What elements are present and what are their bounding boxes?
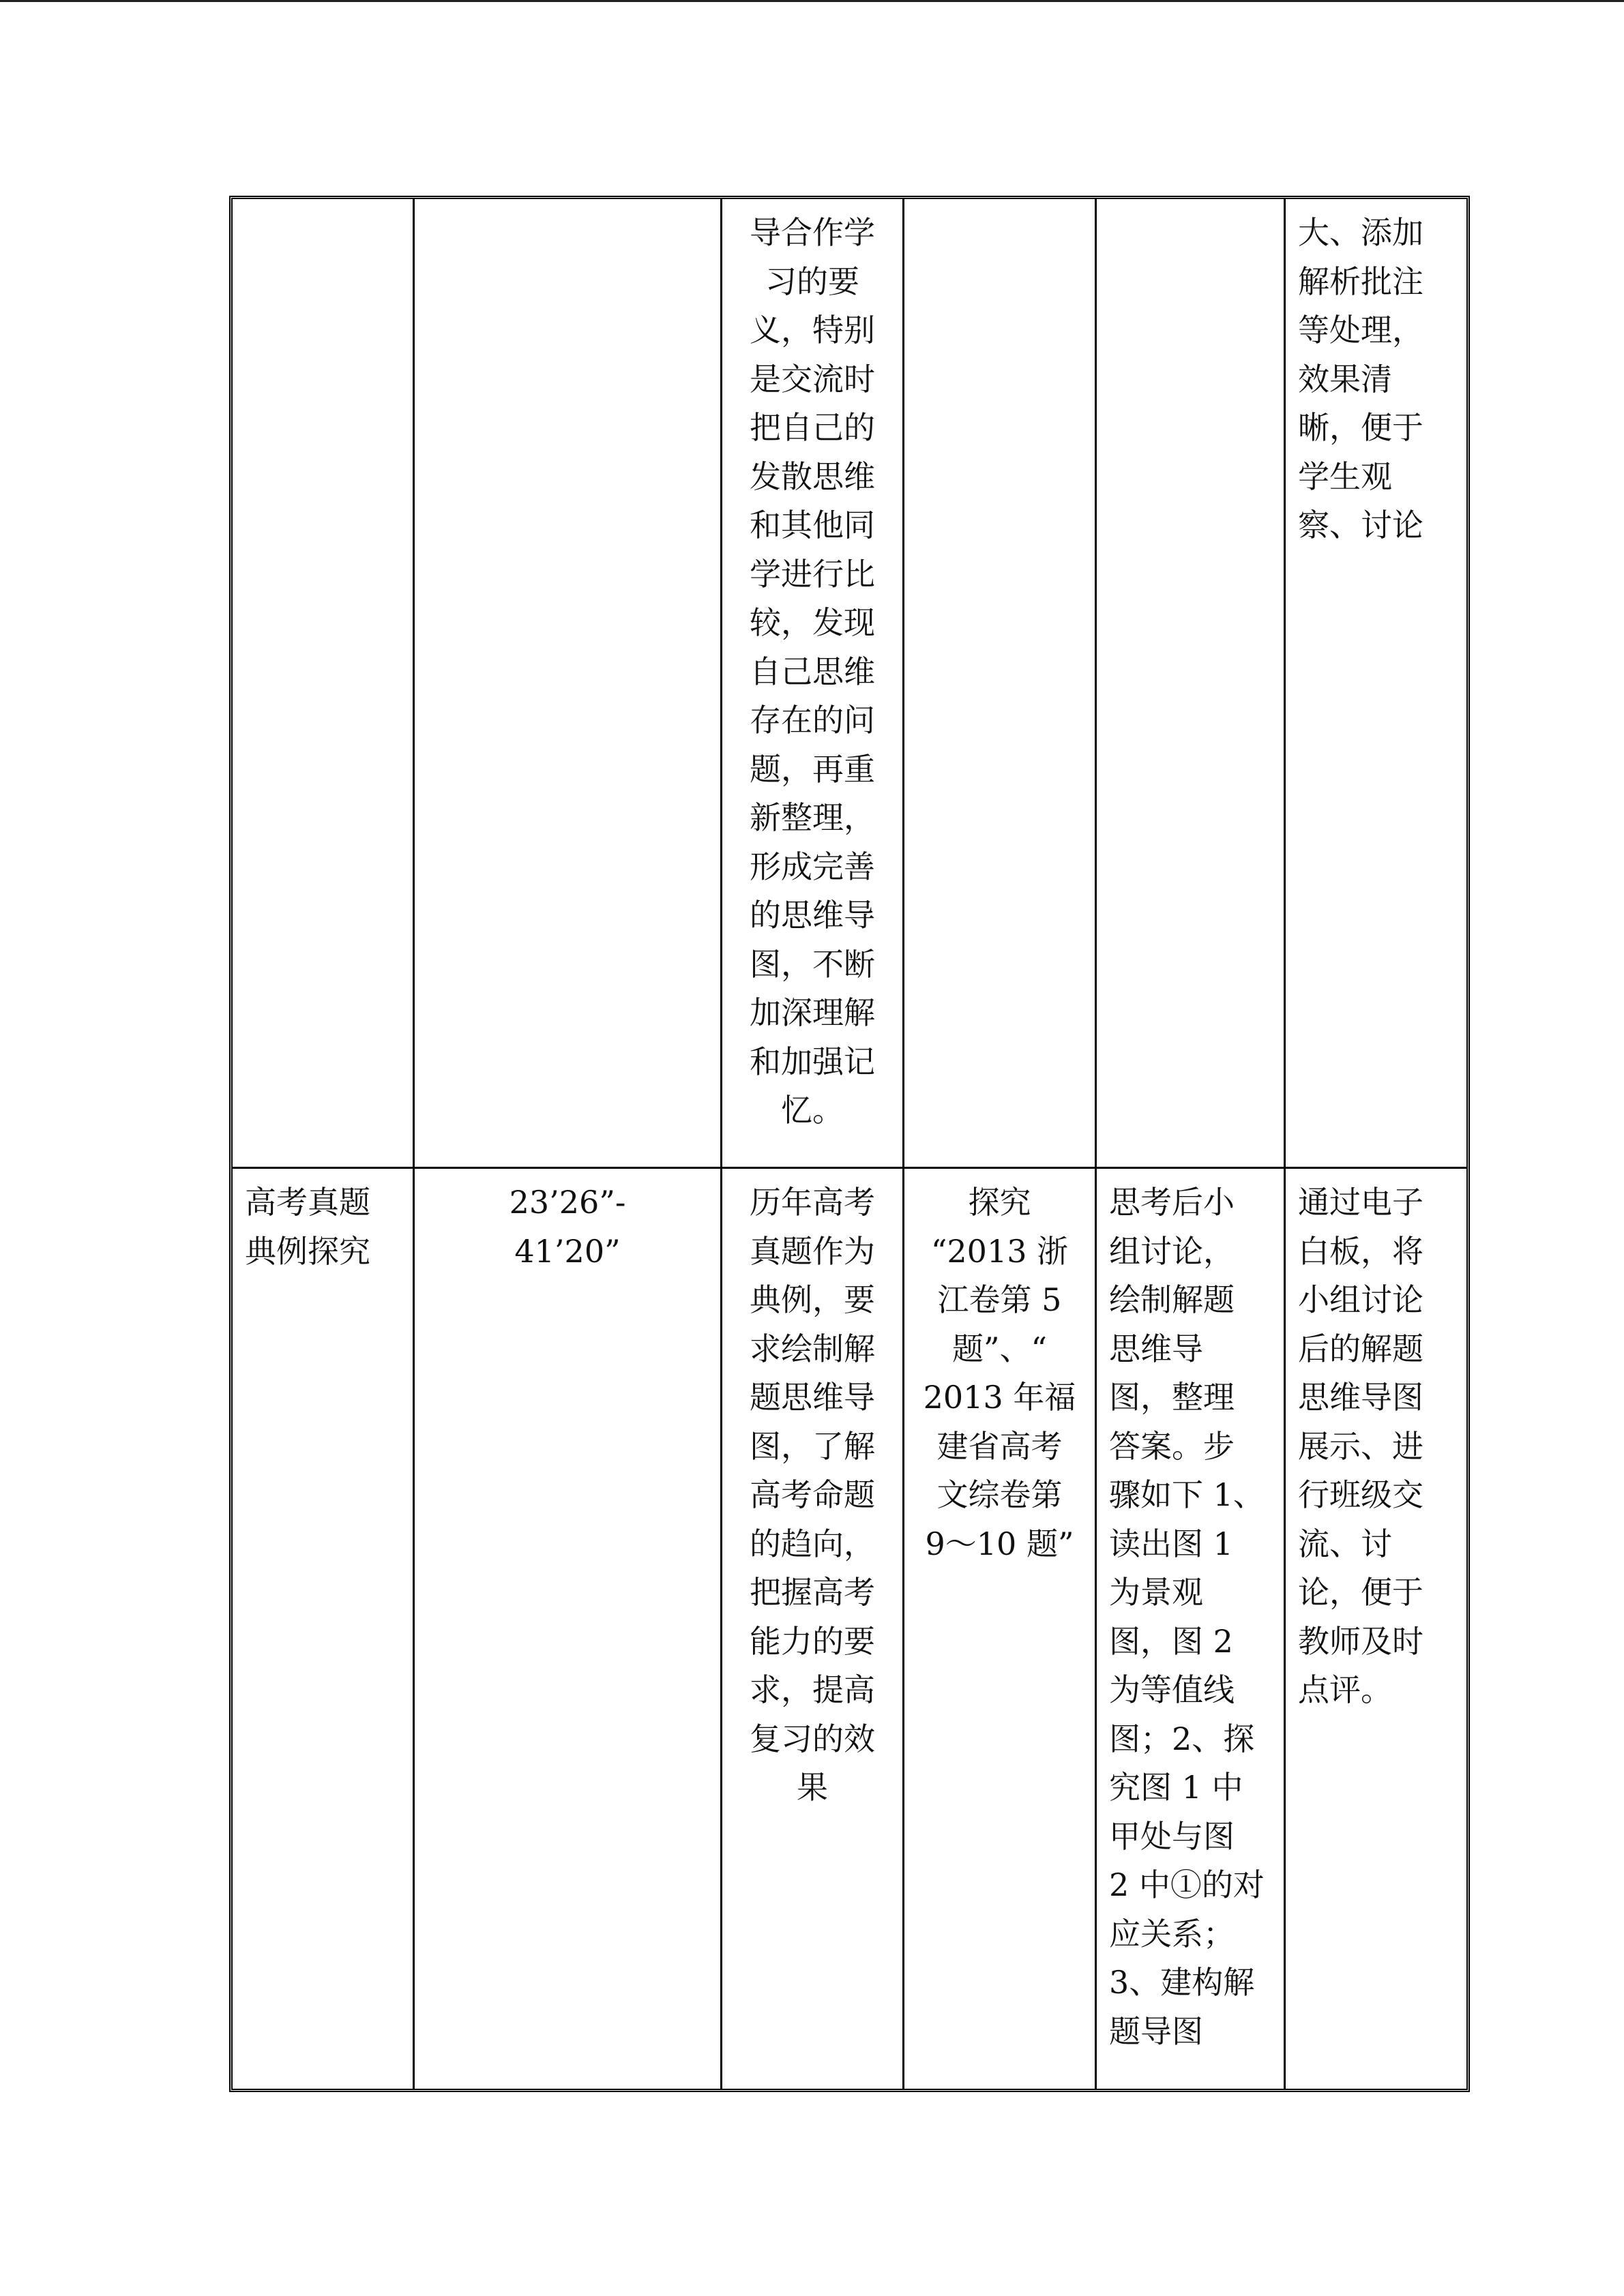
student-activity-cell: 思考后小 组讨论， 绘制解题 思维导 图，整理 答案。步 骤如下 1、 读出图 1 为景观 图，图 2 为等值线 图；2、探 究图 1 中 甲处与图 2 中①的对 应关系； 3、建构解 题导图: [1097, 1169, 1286, 2089]
student-activity-cell: [1097, 199, 1286, 1169]
media-use-cell: 通过电子 白板，将 小组讨论 后的解题 思维导图 展示、进 行班级交 流、讨 论，便于 教师及时 点评。: [1298, 1184, 1423, 1708]
table-row: [233, 199, 1466, 1169]
time-cell: 23’26”- 41’20”: [415, 1169, 722, 2089]
design-intent-cell: 历年高考 真题作为 典例，要 求绘制解 题思维导 图，了解 高考命题 的趋向， 把握高考 能力的要 求，提高 复习的效 果: [722, 1169, 904, 2089]
content-cell: 探究 “2013 浙 江卷第 5 题”、“ 2013 年福 建省高考 文综卷第 9～10 题”: [904, 1169, 1097, 2089]
time-cell: [415, 199, 722, 1169]
content-cell: [904, 199, 1097, 1169]
table-row: [233, 1169, 1466, 2089]
page-top-rule: [0, 0, 1624, 2]
media-use-cell: 大、添加 解析批注 等处理， 效果清 晰，便于 学生观 察、讨论: [1286, 199, 1466, 1169]
stage-cell: 高考真题 典例探究: [233, 1169, 415, 2089]
design-intent-cell: 导合作学 习的要 义，特别 是交流时 把自己的 发散思维 和其他同 学进行比 较，发现 自己思维 存在的问 题，再重 新整理， 形成完善 的思维导 图，不断 加深理解 和加强记 忆。: [722, 199, 904, 1169]
stage-cell: [233, 199, 415, 1169]
lesson-plan-table: [229, 196, 1470, 2092]
